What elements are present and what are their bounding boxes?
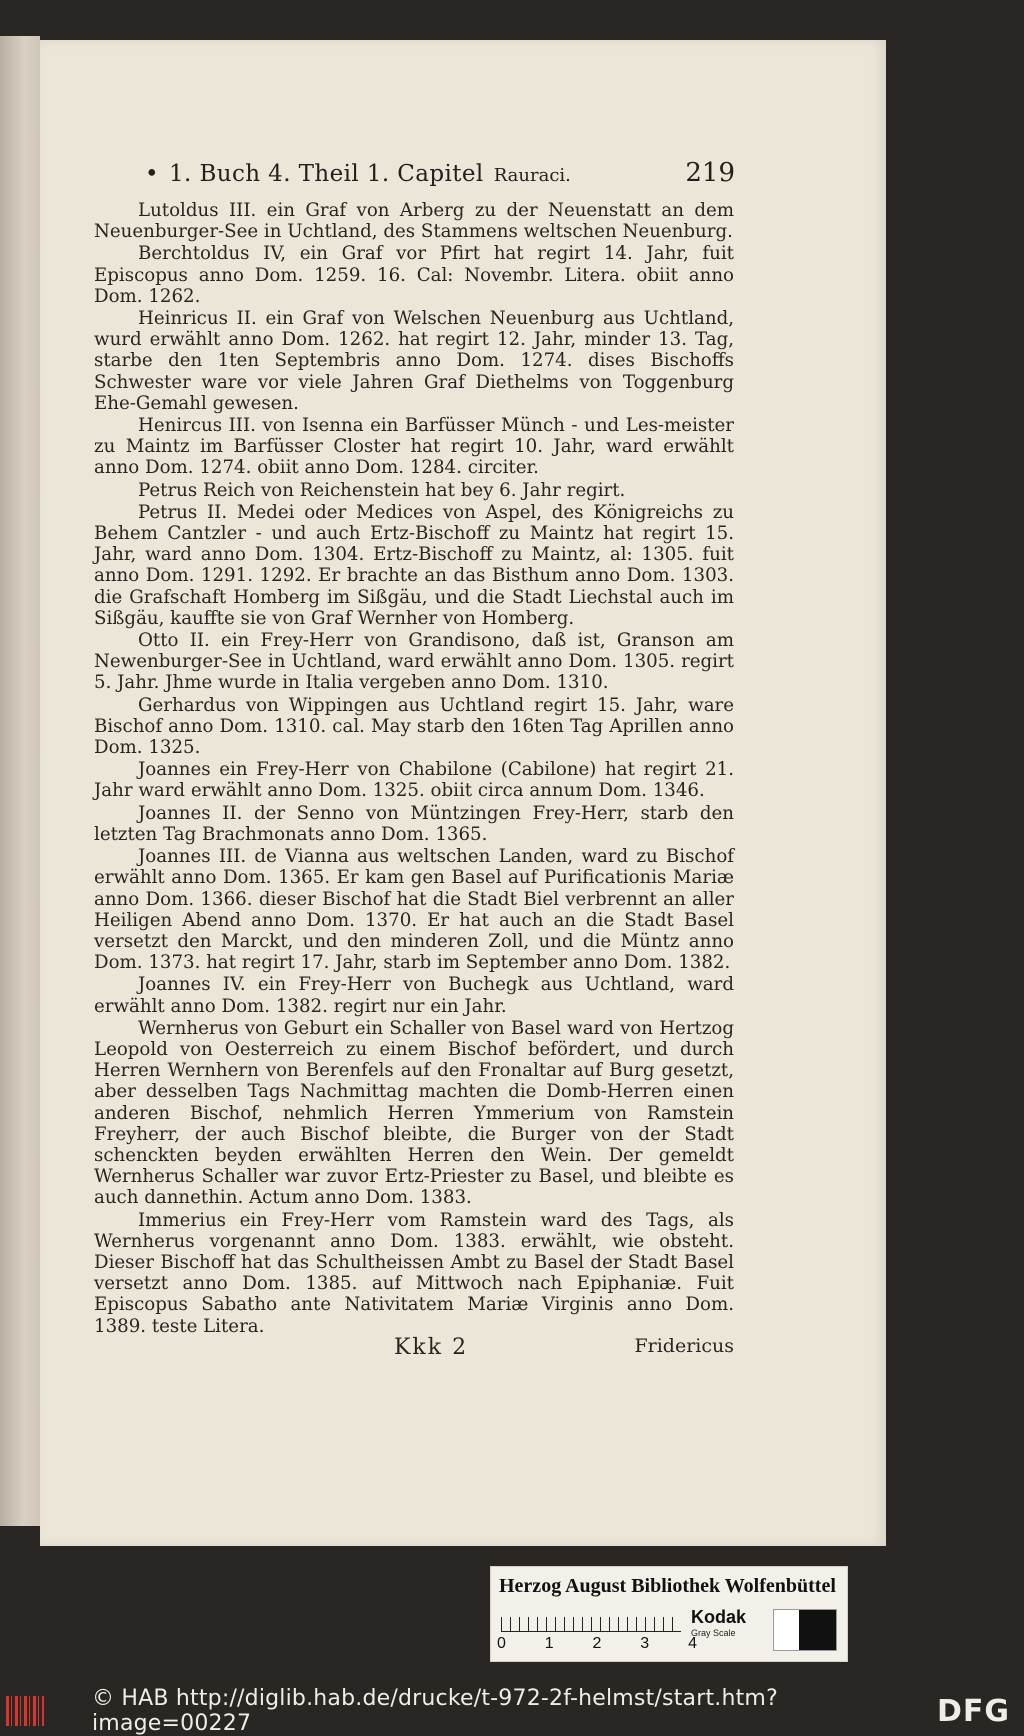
- entry-otto-ii: Otto II. ein Frey-Herr von Grandisono, daß ist, Granson am Newenburger-See in Uchtland, ward erwählt anno Dom. 1305. regirt 5. Jahr. Jhme wurde in Italia vergeben anno Dom. 1310.: [94, 630, 734, 694]
- kodak-label: [691, 1607, 746, 1638]
- entry-gerhardus: Gerhardus von Wippingen aus Uchtland regirt 15. Jahr, ware Bischof anno Dom. 1310. cal. May starb den 16ten Tag Aprillen anno Dom. 1325.: [94, 694, 734, 759]
- kodak-brand: Kodak: [691, 1607, 747, 1627]
- scan-label-card: [490, 1566, 848, 1662]
- library-name: Herzog August Bibliothek Wolfenbüttel: [499, 1575, 836, 1597]
- ruler-number: 3: [640, 1635, 650, 1652]
- gray-scale-patch: [773, 1609, 837, 1651]
- page-number: 219: [685, 158, 735, 188]
- running-head-text: 1. Buch 4. Theil 1. Capitel: [169, 161, 484, 187]
- entry-berchtoldus: Berchtoldus IV, ein Graf vor Pfirt hat regirt 14. Jahr, fuit Episcopus anno Dom. 1259. 16. Cal: Novembr. Litera. obiit anno Dom. 1262.: [94, 243, 734, 307]
- entry-henircus: Henircus III. von Isenna ein Barfüsser Münch - und Les-meister zu Maintz im Barfüsser Closter hat regirt 10. Jahr, ward erwählt anno Dom. 1274. obiit anno Dom. 1284. circiter.: [94, 415, 734, 479]
- entry-joannes-iii: Joannes III. de Vianna aus weltschen Landen, ward zu Bischof erwählt anno Dom. 1365. Er kam gen Basel auf Purificationis Mariæ anno Dom. 1366. dieser Bischof hat die Stadt Biel verbrennt an aller Heiligen Abend anno Dom. 1370. Er hat auch an die Stadt Basel versetzt den Marckt, und den minderen Zoll, und die Müntz anno Dom. 1373. hat regirt 17. Jahr, starb im September anno Dom. 1382.: [94, 846, 734, 974]
- ruler-number: 0: [497, 1635, 506, 1652]
- entry-wernherus: Wernherus von Geburt ein Schaller von Basel ward von Hertzog Leopold von Oesterreich zu einem Bischof befördert, und durch Herren Wernhern von Berenfels auf den Fronaltar auf Burg gesetzt, aber desselben Tags Nachmittag machten die Domb-Herren einen anderen Bischof, nehmlich Herren Ymmerium von Ramstein Freyherr, der auch Bischof bleibte, die Burger von der Stadt schenckten beyden erwählten Herren den Wein. Der gemeldt Wernherus Schaller war zuvor Ertz-Priester zu Basel, und bleibte es auch dannethin. Actum anno Dom. 1383.: [94, 1017, 734, 1209]
- entry-joannes-ii: Joannes II. der Senno von Müntzingen Frey-Herr, starb den letzten Tag Brachmonats anno Dom. 1365.: [94, 802, 734, 845]
- scale-ruler: [501, 1607, 681, 1632]
- catchword: Fridericus: [634, 1335, 734, 1357]
- gray-scale-label: Gray Scale: [691, 1628, 736, 1638]
- source-url[interactable]: © HAB http://diglib.hab.de/drucke/t-972-2f-helmst/start.htm?image=00227: [92, 1686, 778, 1736]
- bullet-mark: •: [145, 161, 159, 187]
- page-footer-line: [94, 1335, 734, 1360]
- ruler-number: 4: [688, 1635, 697, 1652]
- adjacent-page-edge: [0, 36, 40, 1526]
- hab-logo-icon: [6, 1696, 44, 1726]
- entry-immerius: Immerius ein Frey-Herr vom Ramstein ward des Tags, als Wernherus vorgenannt anno Dom. 1383. erwählt, wie obsteht. Dieser Bischoff hat das Schultheissen Ambt zu Basel der Stadt Basel versetzt anno Dom. 1385. auf Mittwoch nach Epiphaniæ. Fuit Episcopus Sabatho ante Nativitatem Mariæ Virginis anno Dom. 1389. teste Litera.: [94, 1209, 734, 1337]
- entry-joannes-iv: Joannes IV. ein Frey-Herr von Buchegk aus Uchtland, ward erwählt anno Dom. 1382. regirt nur ein Jahr.: [94, 974, 734, 1017]
- ruler-numbers: [497, 1635, 697, 1653]
- signature-mark: Kkk 2: [394, 1335, 469, 1360]
- entry-joannes: Joannes ein Frey-Herr von Chabilone (Cabilone) hat regirt 21. Jahr ward erwählt anno Dom. 1325. obiit circa annum Dom. 1346.: [94, 759, 734, 802]
- ruler-number: 1: [544, 1635, 554, 1652]
- page-body: [94, 200, 734, 1337]
- running-head: [145, 158, 735, 188]
- entry-petrus-reich: Petrus Reich von Reichenstein hat bey 6. Jahr regirt.: [138, 479, 626, 501]
- dfg-logo: DFG: [936, 1693, 1010, 1729]
- entry-petrus-ii: Petrus II. Medei oder Medices von Aspel, des Königreichs zu Behem Cantzler - und auch Ertz-Bischoff zu Maintz hat regirt 15. Jahr, ward anno Dom. 1304. Ertz-Bischoff zu Maintz, al: 1305. fuit anno Dom. 1291. 1292. Er brachte an das Bisthum anno Dom. 1303. die Grafschaft Homberg im Sißgäu, und die Stadt Liechstal auch im Sißgäu, kauffte sie von Graf Wernher von Homberg.: [94, 501, 734, 629]
- entry-lutoldus: Lutoldus III. ein Graf von Arberg zu der Neuenstatt an dem Neuenburger-See in Uchtland, des Stammens weltschen Neuenburg.: [94, 200, 734, 243]
- entry-heinricus: Heinricus II. ein Graf von Welschen Neuenburg aus Uchtland, wurd erwählt anno Dom. 1262. hat regirt 12. Jahr, minder 13. Tag, starbe den 1ten Septembris anno Dom. 1274. dises Bischoffs Schwester ware vor viele Jahren Graf Diethelms von Toggenburg Ehe-Gemahl gewesen.: [94, 308, 734, 414]
- viewer-footer: [0, 1686, 1024, 1736]
- running-head-subject: Rauraci.: [493, 165, 571, 186]
- ruler-number: 2: [592, 1635, 602, 1652]
